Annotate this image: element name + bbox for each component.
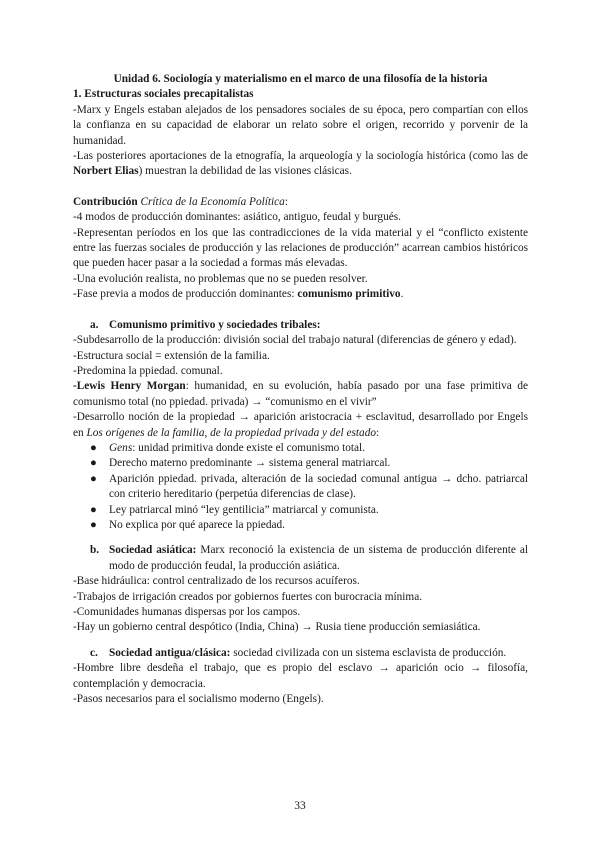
subsection-b-heading: b. Sociedad asiática: Marx reconoció la existencia de un sistema de producción diferente al modo de producción feudal, la producción asiática. <box>90 544 528 572</box>
paragraph: -Las posteriores aportaciones de la etnografía, la arqueología y la sociología histórica (como las de Norbert Elias) muestran la debilidad de las visiones clásicas. <box>73 150 528 178</box>
list-item: -Pasos necesarios para el socialismo moderno (Engels). <box>73 693 324 706</box>
bullet-item: ● Aparición ppiedad. privada, alteración de la sociedad comunal antigua → dcho. patriarcal con criterio hereditario (perpetúa diferencias de clase). <box>90 472 528 501</box>
list-item: -Lewis Henry Morgan: humanidad, en su evolución, había pasado por una fase primitiva de comunismo total (no ppiedad. privada) → “comunismo en el vivir” <box>73 380 528 408</box>
list-item: -Predomina la ppiedad. comunal. <box>73 364 223 377</box>
bullet-item: ● Ley patriarcal minó “ley gentilicia” matriarcal y comunista. <box>73 503 528 518</box>
list-item: -Una evolución realista, no problemas que no se pueden resolver. <box>73 272 368 285</box>
list-item: -4 modos de producción dominantes: asiático, antiguo, feudal y burgués. <box>73 211 401 224</box>
paragraph: -Marx y Engels estaban alejados de los pensadores sociales de su época, pero compartían con ellos la confianza en su capacidad de elaborar un relato sobre el origen, recorrido y porvenir de la humanidad. <box>73 103 528 147</box>
list-item: -Hombre libre desdeña el trabajo, que es propio del esclavo → aparición ocio → filosofía, contemplación y democracia. <box>73 662 528 690</box>
subsection-a-heading: a. Comunismo primitivo y sociedades tribales: <box>90 318 321 331</box>
list-item: -Comunidades humanas dispersas por los campos. <box>73 606 301 618</box>
bullet-icon: ● <box>90 518 97 531</box>
work-title: Los orígenes de la familia, de la propiedad privada y del estado <box>86 426 377 439</box>
list-item: -Desarrollo noción de la propiedad → aparición aristocracia + esclavitud, desarrollado por Engels en Los orígenes de la familia, de la propiedad privada y del estado: <box>73 411 528 439</box>
list-item: -Fase previa a modos de producción dominantes: comunismo primitivo. <box>73 288 404 301</box>
page-content <box>73 72 528 707</box>
bullet-item: ● No explica por qué aparece la ppiedad. <box>73 518 528 533</box>
work-title: Crítica de la Economía Política <box>140 195 285 208</box>
list-item: -Hay un gobierno central despótico (India, China) → Rusia tiene producción semiasiática. <box>73 621 481 634</box>
list-item: -Trabajos de irrigación creados por gobiernos fuertes con burocracia mínima. <box>73 590 423 603</box>
unit-title: Unidad 6. Sociología y materialismo en el marco de una filosofía de la historia <box>113 73 488 85</box>
bullet-icon: ● <box>90 441 97 454</box>
bullet-icon: ● <box>90 472 97 485</box>
page-number: 33 <box>294 800 306 812</box>
section-heading: 1. Estructuras sociales precapitalistas <box>73 88 254 101</box>
bullet-list <box>73 441 528 533</box>
list-item: -Representan períodos en los que las contradicciones de la vida material y el “conflicto existente entre las fuerzas sociales de producción y las relaciones de producción” acarrean cambios históricos que pueden hacer pasar a la sociedad a formas más elevadas. <box>73 226 528 270</box>
bullet-item: ● Derecho materno predominante → sistema general matriarcal. <box>73 456 528 471</box>
contribution-heading: Contribución Crítica de la Economía Política: <box>73 195 288 208</box>
author-name: Norbert Elias <box>73 165 139 178</box>
list-item: -Subdesarrollo de la producción: división social del trabajo natural (diferencias de género y edad). <box>73 334 517 347</box>
list-item: -Base hidráulica: control centralizado de los recursos acuíferos. <box>73 575 360 588</box>
bullet-item: ● Gens: unidad primitiva donde existe el comunismo total. <box>73 441 528 456</box>
subsection-c-heading: c. Sociedad antigua/clásica: sociedad civilizada con un sistema esclavista de producción. <box>90 646 507 659</box>
bullet-icon: ● <box>90 503 97 516</box>
list-item: -Estructura social = extensión de la familia. <box>73 349 270 362</box>
bullet-icon: ● <box>90 457 97 470</box>
author-name: -Lewis Henry Morgan <box>73 380 186 393</box>
